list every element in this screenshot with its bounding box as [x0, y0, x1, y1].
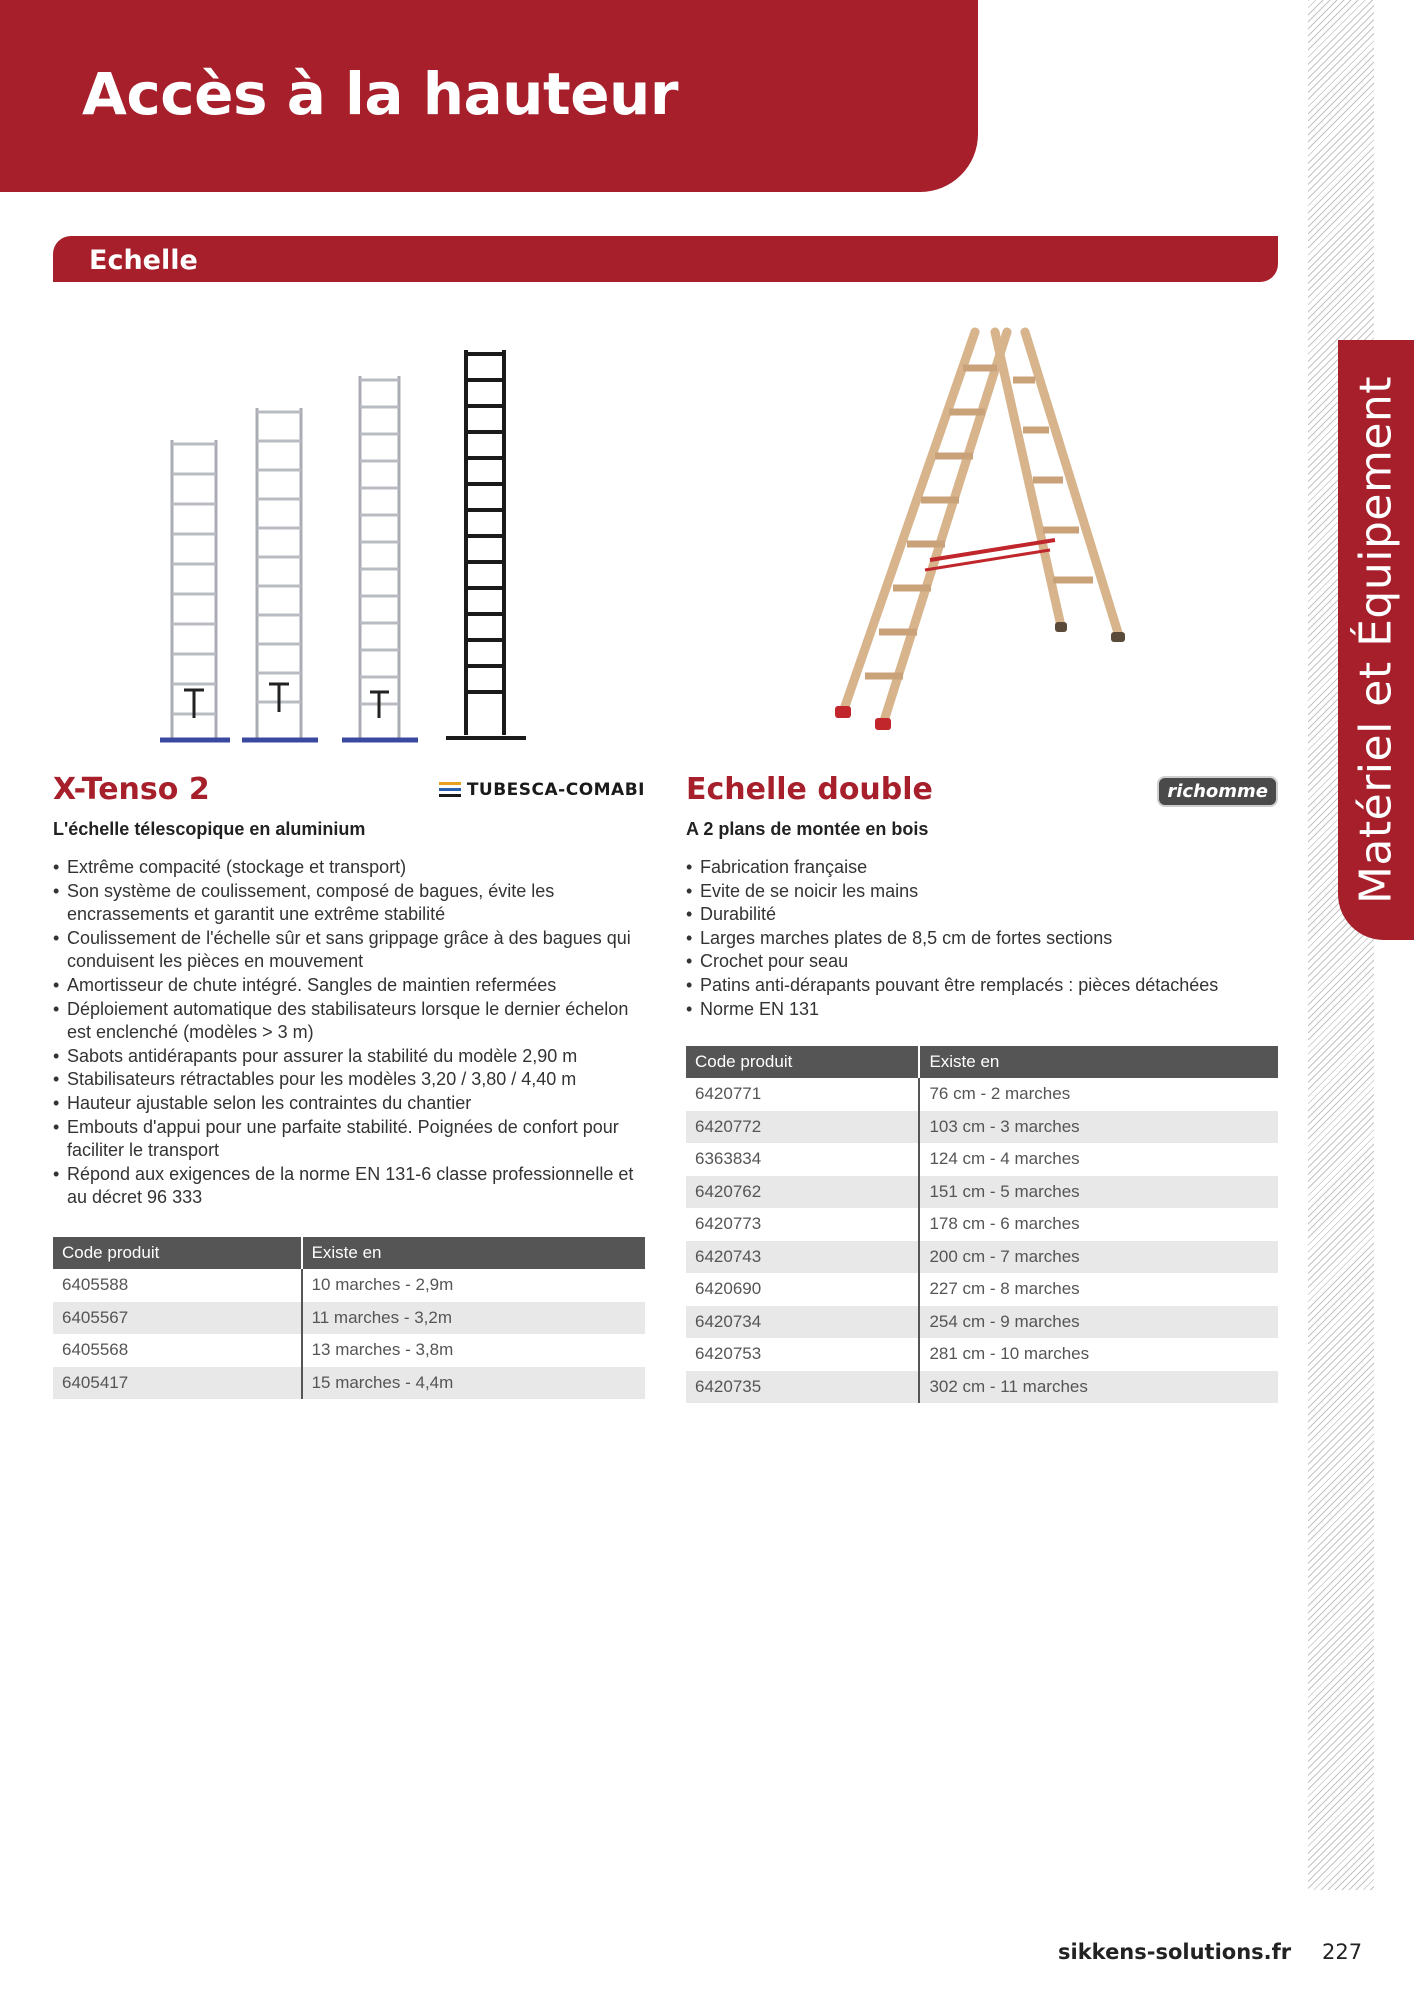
feature-item: • Embouts d'appui pour une parfaite stabilité. Poignées de confort pour faciliter le transport	[53, 1116, 645, 1163]
column-header-code: Code produit	[686, 1046, 919, 1078]
feature-list	[686, 856, 1278, 1021]
feature-item: • Sabots antidérapants pour assurer la stabilité du modèle 2,90 m	[53, 1045, 645, 1069]
feature-item: • Fabrication française	[686, 856, 1278, 880]
feature-item: • Larges marches plates de 8,5 cm de fortes sections	[686, 927, 1278, 951]
table-row	[686, 1273, 1278, 1306]
product-table-x-tenso-2	[53, 1237, 645, 1399]
product-size: 281 cm - 10 marches	[919, 1338, 1278, 1371]
feature-item: • Hauteur ajustable selon les contraintes du chantier	[53, 1092, 645, 1116]
feature-item: • Evite de se noicir les mains	[686, 880, 1278, 904]
feature-item: • Patins anti-dérapants pouvant être remplacés : pièces détachées	[686, 974, 1278, 998]
brand-logo-richomme	[1157, 776, 1278, 807]
table-row	[686, 1306, 1278, 1339]
product-code: 6420735	[686, 1371, 919, 1404]
column-header-size: Existe en	[302, 1237, 645, 1269]
telescopic-ladders-image	[160, 340, 540, 750]
product-size: 254 cm - 9 marches	[919, 1306, 1278, 1339]
product-table-echelle-double	[686, 1046, 1278, 1403]
feature-item: • Répond aux exigences de la norme EN 131-6 classe professionnelle et au décret 96 333	[53, 1163, 645, 1210]
feature-list	[53, 856, 645, 1210]
product-size: 103 cm - 3 marches	[919, 1111, 1278, 1144]
product-size: 10 marches - 2,9m	[302, 1269, 645, 1302]
product-code: 6420690	[695, 1279, 762, 1299]
table-row	[686, 1208, 1278, 1241]
feature-item: • Stabilisateurs rétractables pour les modèles 3,20 / 3,80 / 4,40 m	[53, 1068, 645, 1092]
table-row	[686, 1241, 1278, 1274]
page-title: Accès à la hauteur	[82, 60, 678, 128]
product-size: 151 cm - 5 marches	[919, 1176, 1278, 1209]
product-code: 6420753	[695, 1344, 762, 1364]
product-title: X-Tenso 2	[53, 772, 210, 807]
product-code: 6405417	[53, 1367, 302, 1400]
product-code: 6405568	[62, 1340, 129, 1360]
product-size: 11 marches - 3,2m	[302, 1302, 645, 1335]
product-size: 200 cm - 7 marches	[919, 1241, 1278, 1274]
feature-item: • Son système de coulissement, composé de bagues, évite les encrassements et garantit une extrême stabilité	[53, 880, 645, 927]
brand-logo-tubesca-comabi	[439, 780, 645, 800]
table-row	[686, 1078, 1278, 1111]
table-row	[53, 1334, 645, 1367]
brand-name: richomme	[1167, 781, 1268, 802]
side-hatch-decoration	[1308, 0, 1374, 1890]
page-number: 227	[1322, 1940, 1363, 1964]
feature-item: • Crochet pour seau	[686, 950, 1278, 974]
product-size: 178 cm - 6 marches	[919, 1208, 1278, 1241]
column-header-code: Code produit	[53, 1237, 302, 1269]
product-title: Echelle double	[686, 772, 933, 807]
table-row	[686, 1371, 1278, 1404]
table-row	[53, 1367, 645, 1400]
product-code: 6420743	[686, 1241, 919, 1274]
table-row	[686, 1176, 1278, 1209]
feature-item: • Norme EN 131	[686, 998, 1278, 1022]
table-row	[686, 1143, 1278, 1176]
feature-item: • Coulissement de l'échelle sûr et sans grippage grâce à des bagues qui conduisent les pièces en mouvement	[53, 927, 645, 974]
product-size: 13 marches - 3,8m	[302, 1334, 645, 1367]
wooden-double-ladder-image	[835, 320, 1135, 760]
column-header-size: Existe en	[919, 1046, 1278, 1078]
feature-item: • Durabilité	[686, 903, 1278, 927]
product-code: 6420762	[686, 1176, 919, 1209]
product-size: 15 marches - 4,4m	[302, 1367, 645, 1400]
brand-name: TUBESCA-COMABI	[466, 780, 645, 800]
feature-item: • Amortisseur de chute intégré. Sangles de maintien refermées	[53, 974, 645, 998]
table-row	[686, 1338, 1278, 1371]
table-row	[53, 1269, 645, 1302]
product-echelle-double	[686, 772, 1278, 1021]
product-subtitle: A 2 plans de montée en bois	[686, 819, 929, 839]
product-code: 6363834	[695, 1149, 762, 1169]
product-size: 76 cm - 2 marches	[919, 1078, 1278, 1111]
table-row	[53, 1302, 645, 1335]
tubesca-logo-icon	[439, 781, 461, 799]
product-code: 6405588	[62, 1275, 129, 1295]
product-size: 227 cm - 8 marches	[919, 1273, 1278, 1306]
product-size: 124 cm - 4 marches	[919, 1143, 1278, 1176]
table-header-row	[686, 1046, 1278, 1078]
product-code: 6420771	[695, 1084, 762, 1104]
feature-item: • Extrême compacité (stockage et transport)	[53, 856, 645, 880]
product-subtitle: L'échelle télescopique en aluminium	[53, 819, 366, 839]
table-row	[686, 1111, 1278, 1144]
section-bar	[53, 236, 1278, 282]
section-title: Echelle	[89, 245, 198, 276]
table-header-row	[53, 1237, 645, 1269]
header-band	[0, 0, 978, 192]
feature-item: • Déploiement automatique des stabilisateurs lorsque le dernier échelon est enclenché (modèles > 3 m)	[53, 998, 645, 1045]
product-code: 6420773	[695, 1214, 762, 1234]
product-code: 6420734	[686, 1306, 919, 1339]
product-code: 6405567	[53, 1302, 302, 1335]
footer-website: sikkens-solutions.fr	[1058, 1940, 1292, 1964]
product-size: 302 cm - 11 marches	[919, 1371, 1278, 1404]
side-category-label: Matériel et Équipement	[1350, 375, 1402, 905]
product-x-tenso-2	[53, 772, 645, 1210]
product-code: 6420772	[686, 1111, 919, 1144]
